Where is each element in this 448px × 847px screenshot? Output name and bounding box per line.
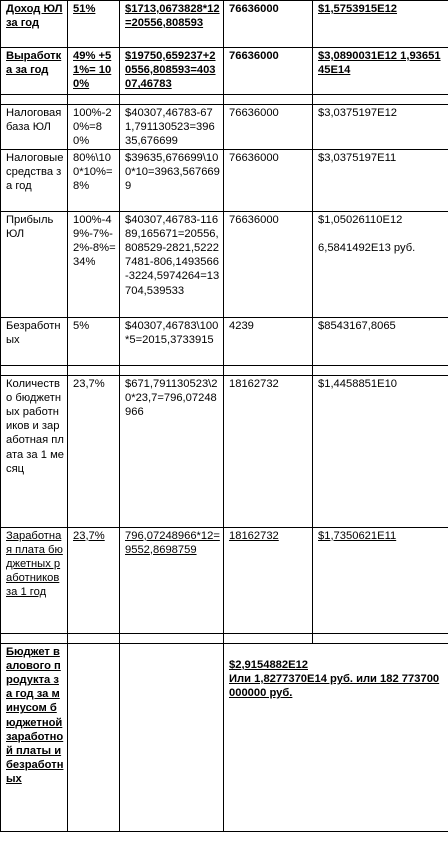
formula-cell: $40307,46783\100*5=2015,3733915 [120, 317, 224, 365]
count-cell: 76636000 [224, 105, 313, 150]
total-cell: $1,7350621E11 [313, 527, 448, 633]
total-cell: $3,0375197E11 [313, 149, 448, 211]
total-rub: 6,5841492E13 руб. [318, 241, 416, 254]
table-row [1, 211, 448, 317]
total-cell [313, 211, 448, 317]
table-row [1, 317, 448, 365]
formula-cell: $40307,46783-671,791130523=39635,676699 [120, 105, 224, 150]
count-cell: 76636000 [224, 211, 313, 317]
formula-cell: $39635,676699\100*10=3963,5676699 [120, 149, 224, 211]
count-cell: 76636000 [224, 149, 313, 211]
percent-cell: 49% +51%= 100% [68, 48, 120, 95]
total-cell: $1,5753915E12 [313, 1, 448, 48]
total-cell: $3,0890031E12 1,9365145E14 [313, 48, 448, 95]
formula-cell: $1713,0673828*12=20556,808593 [120, 1, 224, 48]
row-label: Прибыль ЮЛ [1, 211, 68, 317]
total-cell: $8543167,8065 [313, 317, 448, 365]
formula-cell: 796,07248966*12=9552,8698759 [120, 527, 224, 633]
budget-usd: $2,9154882E12 [229, 658, 309, 671]
empty-cell [68, 643, 120, 831]
total-cell: $1,4458851E10 [313, 375, 448, 527]
row-label: Налоговая база ЮЛ [1, 105, 68, 150]
percent-cell: 100%-20%=80% [68, 105, 120, 150]
row-label: Заработная плата бюджетных работников за 1 год [1, 527, 68, 633]
count-cell: 4239 [224, 317, 313, 365]
row-label: Налоговые средства за год [1, 149, 68, 211]
row-label: Безработных [1, 317, 68, 365]
table-row [1, 643, 448, 831]
total-cell: $3,0375197E12 [313, 105, 448, 150]
count-cell: 18162732 [224, 527, 313, 633]
count-cell: 76636000 [224, 1, 313, 48]
percent-cell: 23,7% [68, 375, 120, 527]
row-label: Доход ЮЛ за год [1, 1, 68, 48]
row-label: Количество бюджетных работников и заработная плата за 1 месяц [1, 375, 68, 527]
table-row [1, 149, 448, 211]
table-row [1, 527, 448, 633]
empty-cell [120, 643, 224, 831]
percent-cell: 51% [68, 1, 120, 48]
count-cell: 18162732 [224, 375, 313, 527]
total-usd: $1,05026110E12 [318, 213, 403, 226]
percent-cell: 80%\100*10%=8% [68, 149, 120, 211]
percent-cell: 23,7% [68, 527, 120, 633]
spacer-row [1, 365, 448, 375]
spacer-row [1, 95, 448, 105]
formula-cell: $19750,659237+20556,808593=40307,46783 [120, 48, 224, 95]
formula-cell: $40307,46783-11689,165671=20556,808529-2821,52227481-806,1493566-3224,5974264=13704,539533 [120, 211, 224, 317]
table-row [1, 105, 448, 150]
percent-cell: 100%-49%-7%-2%-8%=34% [68, 211, 120, 317]
row-label: Выработка за год [1, 48, 68, 95]
table-row [1, 48, 448, 95]
formula-cell: $671,791130523\20*23,7=796,07248966 [120, 375, 224, 527]
spacer-row [1, 633, 448, 643]
budget-total-cell [224, 643, 448, 831]
table-row [1, 1, 448, 48]
percent-cell: 5% [68, 317, 120, 365]
count-cell: 76636000 [224, 48, 313, 95]
budget-rub: Или 1,8277370E14 руб. или 182 773700000000 руб. [229, 672, 440, 700]
table-row [1, 375, 448, 527]
budget-label: Бюджет валового продукта за год за минусом бюджетной заработной платы и безработных [1, 643, 68, 831]
